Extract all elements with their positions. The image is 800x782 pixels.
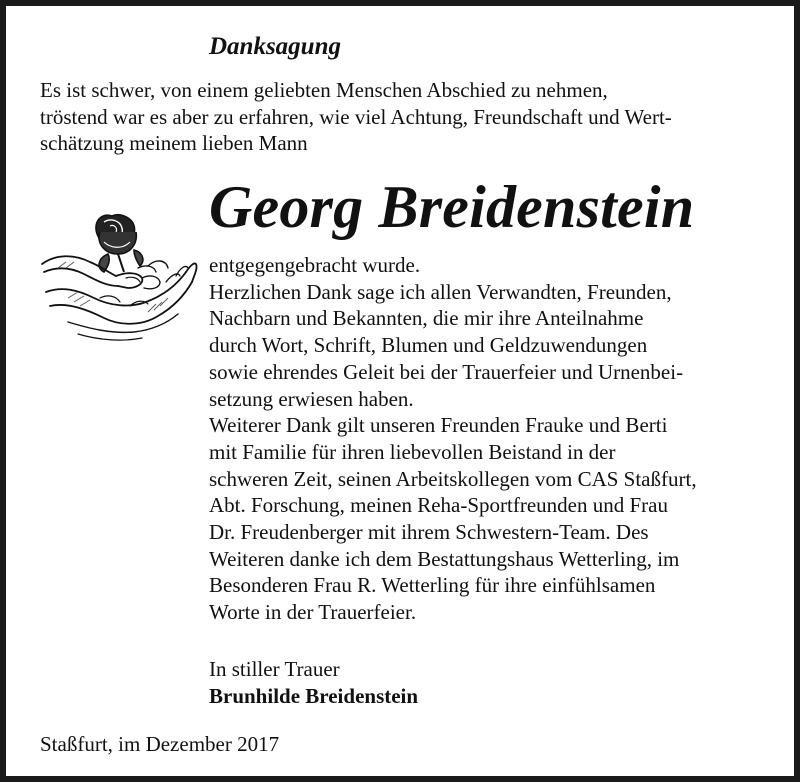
body-line: Abt. Forschung, meinen Reha-Sportfreunden und Frau	[209, 493, 668, 518]
body-line: Weiteren danke ich dem Bestattungshaus Wetterling, im	[209, 546, 680, 571]
intro-line: Es ist schwer, von einem geliebten Menschen Abschied zu nehmen,	[40, 78, 608, 102]
body-line: mit Familie für ihren liebevollen Beistand in der	[209, 439, 616, 464]
body-paragraph	[209, 412, 772, 626]
body-line: Nachbarn und Bekannten, die mir ihre Anteilnahme	[209, 306, 644, 331]
place-date: Staßfurt, im Dezember 2017	[40, 732, 280, 756]
hands-holding-rose-icon	[38, 202, 198, 344]
intro-line: schätzung meinem lieben Mann	[40, 131, 308, 156]
deceased-name: Georg Breidenstein	[209, 174, 695, 240]
intro-line: tröstend war es aber zu erfahren, wie viel Achtung, Freundschaft und Wert-	[40, 104, 672, 129]
body-paragraph	[209, 252, 772, 279]
body-line: Herzlichen Dank sage ich allen Verwandten, Freunden,	[209, 279, 672, 304]
body-line: schweren Zeit, seinen Arbeitskollegen vom CAS Staßfurt,	[209, 466, 697, 491]
body-line: setzung erwiesen haben.	[209, 386, 414, 411]
notice-heading: Danksagung	[209, 33, 341, 60]
body-line: Besonderen Frau R. Wetterling für ihre einfühlsamen	[209, 573, 656, 598]
body-paragraph	[209, 279, 772, 413]
body-line: durch Wort, Schrift, Blumen und Geldzuwendungen	[209, 333, 648, 358]
body-line: Dr. Freudenberger mit ihrem Schwestern-Team. Des	[209, 520, 649, 545]
body-line: Weiterer Dank gilt unseren Freunden Frauke und Berti	[209, 413, 668, 438]
intro-text	[40, 77, 772, 157]
closing-phrase: In stiller Trauer	[209, 657, 340, 681]
body-line: Worte in der Trauerfeier.	[209, 600, 417, 625]
body-line: sowie ehrendes Geleit bei der Trauerfeier und Urnenbei-	[209, 359, 684, 384]
signer-name: Brunhilde Breidenstein	[209, 684, 419, 708]
notice-body	[209, 252, 772, 626]
body-line: entgegengebracht wurde.	[209, 253, 421, 277]
